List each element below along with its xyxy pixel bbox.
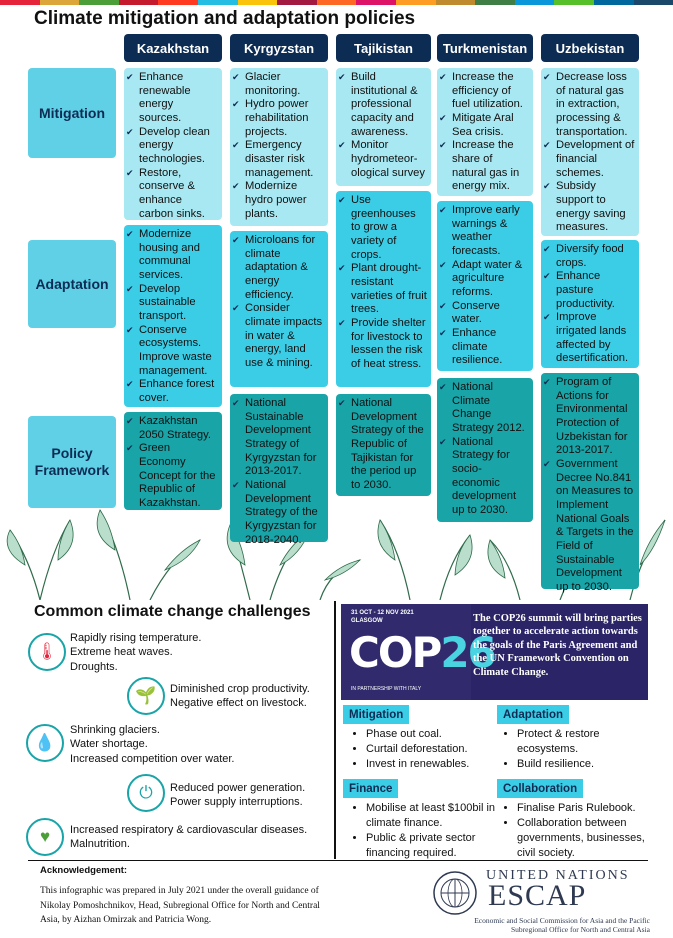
- list-item: ✔ National Climate Change Strategy 2012.: [439, 381, 525, 434]
- cell-kazakhstan-adaptation: [124, 225, 222, 407]
- check-icon: ✔: [543, 140, 551, 151]
- cell-kazakhstan-policy: [124, 412, 222, 510]
- challenge-health: Increased respiratory & cardiovascular diseases. Malnutrition.: [70, 824, 308, 851]
- challenge-power: Reduced power generation. Power supply interruptions.: [170, 782, 306, 809]
- check-icon: ✔: [543, 244, 551, 254]
- check-icon: ✔: [439, 112, 447, 123]
- cop26-partner: IN PARTNERSHIP WITH ITALY: [351, 686, 422, 692]
- col-head-kazakhstan: Kazakhstan: [124, 34, 222, 62]
- list-item: ✔ Development of financial schemes.: [543, 139, 635, 179]
- cop26-banner: [341, 604, 648, 700]
- ack-title: Acknowledgement:: [40, 865, 128, 876]
- cell-turkmenistan-policy: [437, 378, 533, 522]
- cop26-city: GLASGOW: [351, 618, 383, 624]
- cell-uzbekistan-mitigation: [541, 68, 639, 236]
- check-icon: ✔: [439, 436, 447, 447]
- list-item: ✔ National Development Strategy of the Republic of Tajikistan for the period up to 2030.: [338, 397, 424, 491]
- cop-mitigation-list: [352, 727, 469, 772]
- check-icon: ✔: [439, 72, 447, 82]
- list-item: ✔ Enhance forest cover.: [126, 378, 215, 404]
- list-item: ✔ National Development Strategy of the Kyrgyzstan for 2018-2040.: [232, 478, 318, 546]
- list-item: ✔ Develop sustainable transport.: [126, 282, 196, 322]
- cop-adaptation-list: [503, 727, 643, 772]
- list-item: ✔ Mitigate Aral Sea crisis.: [439, 111, 514, 138]
- list-item: ✔ Enhance climate resilience.: [439, 326, 503, 367]
- list-item: ✔ Conserve water.: [439, 299, 500, 326]
- check-icon: ✔: [338, 263, 346, 274]
- check-icon: ✔: [543, 72, 551, 82]
- cop26-logo: COP26: [349, 628, 495, 677]
- check-icon: ✔: [232, 398, 240, 408]
- escap-name: ESCAP: [488, 879, 587, 912]
- check-icon: ✔: [338, 140, 346, 151]
- check-icon: ✔: [126, 379, 134, 390]
- check-icon: ✔: [126, 324, 134, 335]
- check-icon: ✔: [543, 271, 551, 282]
- list-item: ✔ Hydro power rehabilitation projects.: [232, 98, 309, 138]
- row-head-policy-framework: Policy Framework: [28, 416, 116, 508]
- check-icon: ✔: [338, 317, 346, 328]
- thermometer-sun-icon: 🌡: [28, 633, 66, 671]
- tag-collaboration: Collaboration: [497, 779, 583, 798]
- check-icon: ✔: [439, 140, 447, 151]
- footer-divider: [28, 860, 648, 861]
- cell-kyrgyzstan-adaptation: [230, 231, 328, 387]
- challenge-temperature: Rapidly rising temperature. Extreme heat waves. Droughts.: [70, 632, 202, 673]
- col-head-tajikistan: Tajikistan: [336, 34, 431, 62]
- list-item: ✔ Decrease loss of natural gas in extraction, processing & transportation.: [543, 71, 628, 138]
- escap-logo: [430, 868, 650, 932]
- row-head-adaptation: Adaptation: [28, 240, 116, 328]
- col-head-turkmenistan: Turkmenistan: [437, 34, 533, 62]
- col-head-kyrgyzstan: Kyrgyzstan: [230, 34, 328, 62]
- list-item: ✔ Increase the share of natural gas in energy mix.: [439, 139, 520, 193]
- cell-kyrgyzstan-policy: [230, 394, 328, 546]
- section-divider: [334, 601, 336, 859]
- list-item: ✔ Conserve ecosystems. Improve waste management.: [126, 323, 212, 377]
- tag-finance: Finance: [343, 779, 398, 798]
- check-icon: ✔: [126, 283, 134, 294]
- check-icon: ✔: [126, 229, 134, 239]
- list-item: ✔ Government Decree No.841 on Measures to Implement National Goals & Targets in the Field of Sustainable Development up to 2030.: [543, 457, 634, 593]
- list-item: ✔ Modernize housing and communal services.: [126, 228, 200, 281]
- cell-turkmenistan-adaptation: [437, 201, 533, 371]
- list-item: ✔ Kazakhstan 2050 Strategy.: [126, 415, 211, 441]
- cop-finance-list: [352, 801, 500, 860]
- heartbeat-icon: ♥: [26, 818, 64, 856]
- escap-subtitle: Economic and Social Commission for Asia and the Pacific: [474, 916, 650, 925]
- check-icon: ✔: [439, 205, 447, 215]
- list-item: ✔ Use greenhouses to grow a variety of crops.: [338, 194, 416, 261]
- check-icon: ✔: [232, 99, 240, 110]
- list-item: • Invest in renewables.: [366, 757, 469, 772]
- water-drops-icon: 💧: [26, 724, 64, 762]
- check-icon: ✔: [126, 443, 134, 454]
- list-item: • Protect & restore ecosystems.: [517, 727, 643, 757]
- list-item: • Curtail deforestation.: [366, 742, 469, 757]
- escap-office: Subregional Office for North and Central Asia: [511, 925, 650, 934]
- cell-tajikistan-policy: [336, 394, 431, 496]
- list-item: ✔ Improve irrigated lands affected by desertification.: [543, 311, 629, 365]
- check-icon: ✔: [126, 416, 134, 426]
- list-item: ✔ Restore, conserve & enhance carbon sinks.: [126, 166, 205, 220]
- check-icon: ✔: [338, 398, 346, 408]
- cop26-description: The COP26 summit will bring parties together to accelerate action towards the goals of the Paris Agreement and the UN Framework Convention on Climate Change.: [473, 613, 642, 678]
- cop26-logo-panel: [341, 604, 495, 700]
- check-icon: ✔: [543, 458, 551, 469]
- sdg-color-strip: [0, 0, 673, 5]
- list-item: • Public & private sector financing required.: [366, 831, 500, 861]
- plant-hand-icon: 🌱: [127, 677, 165, 715]
- list-item: ✔ Improve early warnings & weather forecasts.: [439, 204, 520, 257]
- cop26-dates: 31 OCT - 12 NOV 2021: [351, 610, 414, 616]
- list-item: ✔ Modernize hydro power plants.: [232, 180, 307, 220]
- list-item: ✔ Build institutional & professional capacity and awareness.: [338, 71, 418, 138]
- list-item: ✔ Monitor hydrometeor-ological survey: [338, 139, 425, 179]
- check-icon: ✔: [338, 72, 346, 82]
- challenges-title: Common climate change challenges: [34, 603, 311, 620]
- list-item: ✔ Diversify food crops.: [543, 243, 624, 269]
- list-item: ✔ Microloans for climate adaptation & energy efficiency.: [232, 234, 316, 301]
- list-item: ✔ Green Economy Concept for the Republic of Kazakhstan.: [126, 442, 216, 509]
- list-item: • Phase out coal.: [366, 727, 469, 742]
- tag-mitigation: Mitigation: [343, 705, 409, 724]
- page-title: Climate mitigation and adaptation policies: [34, 8, 416, 29]
- check-icon: ✔: [232, 140, 240, 151]
- cell-uzbekistan-policy: [541, 373, 639, 593]
- check-icon: ✔: [338, 195, 346, 205]
- power-plug-icon: ⏻: [127, 774, 165, 812]
- check-icon: ✔: [126, 72, 134, 82]
- check-icon: ✔: [543, 181, 551, 192]
- list-item: ✔ Consider climate impacts in water & energy, land use & mining.: [232, 302, 323, 369]
- challenge-water: Shrinking glaciers. Water shortage. Increased competition over water.: [70, 724, 235, 765]
- cell-turkmenistan-mitigation: [437, 68, 533, 196]
- challenge-crops: Diminished crop productivity. Negative effect on livestock.: [170, 683, 310, 710]
- tag-adaptation: Adaptation: [497, 705, 569, 724]
- check-icon: ✔: [439, 327, 447, 338]
- un-name: UNITED NATIONS: [486, 868, 630, 883]
- check-icon: ✔: [126, 126, 134, 137]
- ack-text: This infographic was prepared in July 2021 under the overall guidance of Nikolay Pomoshchnikov, Head, Subregional Office for North and Central Asia, by Aizhan Omirzak and Patricia Wong.: [40, 886, 320, 925]
- list-item: ✔ Program of Actions for Environmental Protection of Uzbekistan for 2013-2017.: [543, 376, 628, 457]
- col-head-uzbekistan: Uzbekistan: [541, 34, 639, 62]
- check-icon: ✔: [439, 300, 447, 311]
- check-icon: ✔: [232, 72, 240, 82]
- cell-kazakhstan-mitigation: [124, 68, 222, 220]
- list-item: ✔ Glacier monitoring.: [232, 71, 301, 97]
- cell-kyrgyzstan-mitigation: [230, 68, 328, 226]
- check-icon: ✔: [543, 377, 551, 387]
- cell-uzbekistan-adaptation: [541, 240, 639, 368]
- cell-tajikistan-mitigation: [336, 68, 431, 186]
- list-item: • Collaboration between governments, businesses, civil society.: [517, 816, 653, 861]
- list-item: ✔ Enhance renewable energy sources.: [126, 71, 191, 124]
- acknowledgement: [40, 864, 340, 927]
- list-item: ✔ Plant drought-resistant varieties of fruit trees.: [338, 262, 427, 316]
- list-item: ✔ Emergency disaster risk management.: [232, 139, 314, 179]
- check-icon: ✔: [439, 259, 447, 270]
- check-icon: ✔: [543, 312, 551, 323]
- check-icon: ✔: [126, 167, 134, 178]
- list-item: ✔ Provide shelter for livestock to lessen the risk of heat stress.: [338, 316, 426, 370]
- list-item: ✔ Increase the efficiency of fuel utilization.: [439, 71, 523, 111]
- check-icon: ✔: [439, 382, 447, 392]
- check-icon: ✔: [232, 303, 240, 314]
- list-item: ✔ Enhance pasture productivity.: [543, 270, 615, 310]
- list-item: • Finalise Paris Rulebook.: [517, 801, 653, 816]
- list-item: • Build resilience.: [517, 757, 643, 772]
- row-head-mitigation: Mitigation: [28, 68, 116, 158]
- check-icon: ✔: [232, 235, 240, 245]
- list-item: ✔ National Sustainable Development Strategy of Kyrgyzstan for 2013-2017.: [232, 397, 317, 478]
- list-item: • Mobilise at least $100bil in climate finance.: [366, 801, 500, 831]
- check-icon: ✔: [232, 479, 240, 490]
- list-item: ✔ Subsidy support to energy saving measures.: [543, 180, 626, 234]
- check-icon: ✔: [232, 181, 240, 192]
- list-item: ✔ National Strategy for socio-economic development up to 2030.: [439, 435, 517, 516]
- un-emblem-icon: [432, 870, 478, 916]
- cell-tajikistan-adaptation: [336, 191, 431, 387]
- list-item: ✔ Adapt water & agriculture reforms.: [439, 258, 523, 298]
- cop-collaboration-list: [503, 801, 653, 860]
- list-item: ✔ Develop clean energy technologies.: [126, 125, 210, 165]
